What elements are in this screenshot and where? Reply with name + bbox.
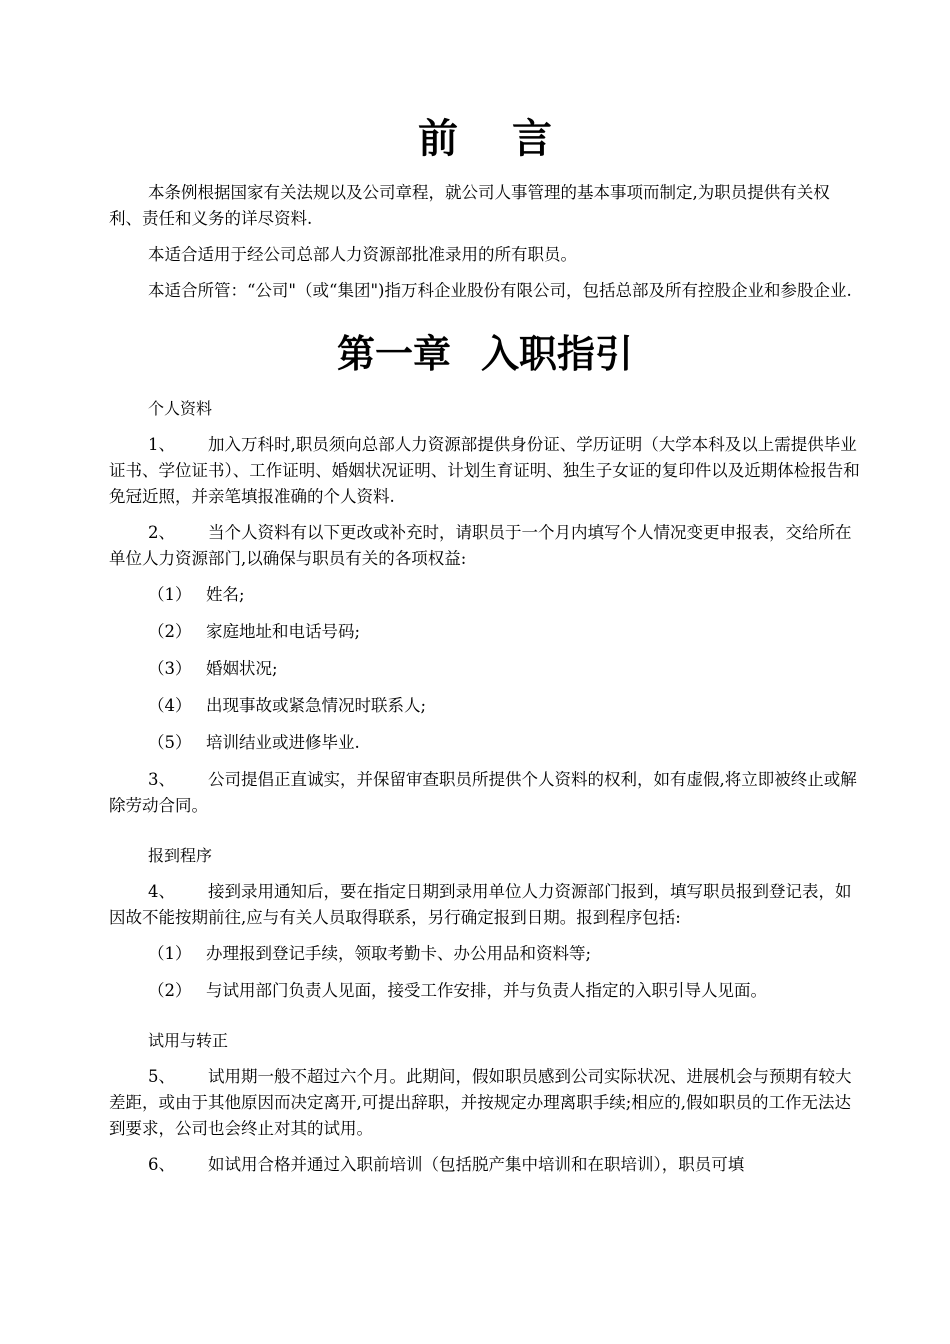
- clause-number: 5、: [148, 1067, 175, 1086]
- clause-4: [109, 879, 861, 931]
- list-item: [109, 619, 861, 645]
- clause-1: [109, 432, 861, 510]
- clause-text: 加入万科时,职员须向总部人力资源部提供身份证、学历证明（大学本科及以上需提供毕业证书、学位证书）、工作证明、婚姻状况证明、计划生育证明、独生子女证的复印件以及近期体检报告和免冠近照，并亲笔填报准确的个人资料.: [109, 435, 860, 506]
- clause-number: 6、: [148, 1155, 175, 1174]
- list-item-index: （4）: [148, 696, 192, 715]
- list-item-text: 办理报到登记手续，领取考勤卡、办公用品和资料等;: [206, 944, 592, 963]
- clause-3: [109, 767, 861, 819]
- list-item-text: 出现事故或紧急情况时联系人;: [206, 696, 427, 715]
- preface-paragraph-2: 本适合适用于经公司总部人力资源部批准录用的所有职员。: [148, 245, 577, 264]
- list-item-text: 家庭地址和电话号码;: [206, 622, 361, 641]
- list-item-index: （1）: [148, 585, 192, 604]
- clause-text: 如试用合格并通过入职前培训（包括脱产集中培训和在职培训），职员可填: [208, 1155, 745, 1174]
- list-item-index: （2）: [148, 622, 192, 641]
- clause-text: 接到录用通知后，要在指定日期到录用单位人力资源部门报到，填写职员报到登记表，如因故不能按期前往,应与有关人员取得联系，另行确定报到日期。报到程序包括:: [109, 882, 852, 927]
- chapter-number: 第一章: [336, 331, 451, 376]
- clause-text: 当个人资料有以下更改或补充时，请职员于一个月内填写个人情况变更申报表，交给所在单位人力资源部门,以确保与职员有关的各项权益:: [109, 523, 852, 568]
- list-item: [109, 978, 861, 1004]
- clause-number: 1、: [148, 435, 175, 454]
- clause-text: 公司提倡正直诚实，并保留审查职员所提供个人资料的权利，如有虚假,将立即被终止或解除劳动合同。: [109, 770, 857, 815]
- list-item: [109, 656, 861, 682]
- list-item-index: （2）: [148, 981, 192, 1000]
- list-item: [109, 693, 861, 719]
- list-item-index: （1）: [148, 944, 192, 963]
- clause-2: [109, 520, 861, 572]
- clause-number: 4、: [148, 882, 175, 901]
- list-item-index: （3）: [148, 659, 192, 678]
- section-heading-personal: 个人资料: [148, 399, 213, 418]
- list-item: [109, 582, 861, 608]
- clause-6: [109, 1152, 861, 1178]
- preface-title: 前 言: [418, 115, 572, 162]
- list-item-text: 姓名;: [206, 585, 245, 604]
- section-heading-probation: 试用与转正: [148, 1031, 229, 1050]
- clause-text: 试用期一般不超过六个月。此期间，假如职员感到公司实际状况、进展机会与预期有较大差距，或由于其他原因而决定离开,可提出辞职，并按规定办理离职手续;相应的,假如职员的工作无法达到要求，公司也会终止对其的试用。: [109, 1067, 852, 1138]
- list-item-text: 婚姻状况;: [206, 659, 278, 678]
- list-item-text: 培训结业或进修毕业.: [206, 733, 360, 752]
- section-heading-report: 报到程序: [148, 846, 213, 865]
- preface-paragraph-1: 本条例根据国家有关法规以及公司章程，就公司人事管理的基本事项而制定,为职员提供有关权利、责任和义务的详尽资料.: [109, 183, 830, 228]
- clause-number: 2、: [148, 523, 175, 542]
- list-item: [109, 941, 861, 967]
- chapter-name: 入职指引: [481, 331, 634, 376]
- list-item-text: 与试用部门负责人见面，接受工作安排，并与负责人指定的入职引导人见面。: [206, 981, 767, 1000]
- list-item-index: （5）: [148, 733, 192, 752]
- preface-paragraph-3: 本适合所管：“公司"（或“集团")指万科企业股份有限公司，包括总部及所有控股企业和参股企业.: [148, 281, 852, 300]
- clause-number: 3、: [148, 770, 175, 789]
- list-item: [109, 730, 861, 756]
- clause-5: [109, 1064, 861, 1142]
- chapter-title: [109, 326, 861, 382]
- document-body: [109, 110, 861, 1188]
